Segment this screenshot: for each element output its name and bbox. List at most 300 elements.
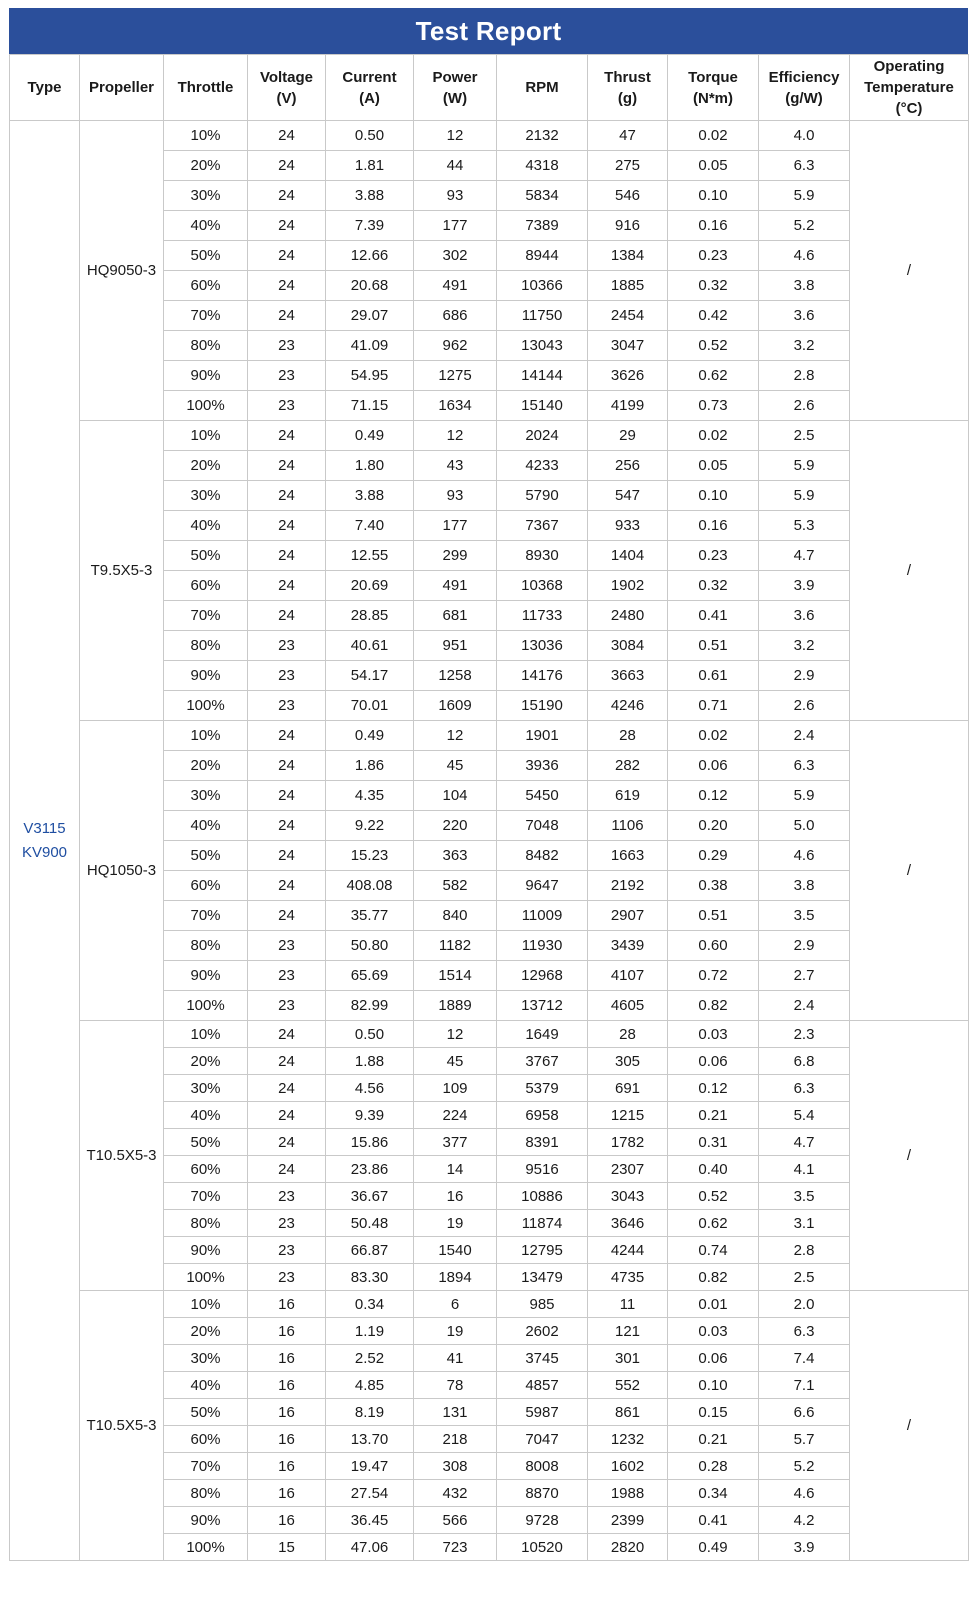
current-cell: 27.54 — [326, 1480, 414, 1507]
thrust-cell: 282 — [588, 751, 668, 781]
torque-cell: 0.05 — [668, 451, 759, 481]
throttle-cell: 50% — [164, 1399, 248, 1426]
column-header-line: Temperature — [864, 79, 954, 96]
thrust-cell: 552 — [588, 1372, 668, 1399]
report-title: Test Report — [9, 8, 968, 54]
thrust-cell: 933 — [588, 511, 668, 541]
throttle-cell: 50% — [164, 1129, 248, 1156]
power-cell: 1258 — [414, 661, 497, 691]
current-cell: 13.70 — [326, 1426, 414, 1453]
column-header-line: (g/W) — [785, 89, 823, 107]
efficiency-cell: 4.6 — [759, 1480, 850, 1507]
throttle-cell: 60% — [164, 271, 248, 301]
throttle-cell: 10% — [164, 421, 248, 451]
rpm-cell: 7048 — [497, 811, 588, 841]
efficiency-cell: 7.1 — [759, 1372, 850, 1399]
torque-cell: 0.15 — [668, 1399, 759, 1426]
power-cell: 302 — [414, 241, 497, 271]
thrust-cell: 4246 — [588, 691, 668, 721]
thrust-cell: 2820 — [588, 1534, 668, 1561]
power-cell: 12 — [414, 1021, 497, 1048]
thrust-cell: 916 — [588, 211, 668, 241]
rpm-cell: 14176 — [497, 661, 588, 691]
torque-cell: 0.12 — [668, 781, 759, 811]
rpm-cell: 8930 — [497, 541, 588, 571]
thrust-cell: 1215 — [588, 1102, 668, 1129]
efficiency-cell: 4.7 — [759, 1129, 850, 1156]
efficiency-cell: 5.0 — [759, 811, 850, 841]
propeller-cell: HQ1050-3 — [80, 721, 164, 1021]
power-cell: 43 — [414, 451, 497, 481]
rpm-cell: 9516 — [497, 1156, 588, 1183]
voltage-cell: 24 — [248, 721, 326, 751]
throttle-cell: 20% — [164, 451, 248, 481]
torque-cell: 0.01 — [668, 1291, 759, 1318]
thrust-cell: 4199 — [588, 391, 668, 421]
current-cell: 4.35 — [326, 781, 414, 811]
voltage-cell: 24 — [248, 301, 326, 331]
efficiency-cell: 2.5 — [759, 1264, 850, 1291]
voltage-cell: 16 — [248, 1345, 326, 1372]
efficiency-cell: 3.6 — [759, 301, 850, 331]
current-cell: 83.30 — [326, 1264, 414, 1291]
voltage-cell: 24 — [248, 481, 326, 511]
column-header-line: (W) — [442, 89, 468, 107]
voltage-cell: 23 — [248, 931, 326, 961]
rpm-cell: 7047 — [497, 1426, 588, 1453]
throttle-cell: 100% — [164, 691, 248, 721]
thrust-cell: 3646 — [588, 1210, 668, 1237]
column-header-voltage — [248, 55, 326, 121]
column-header-line: (g) — [617, 89, 638, 107]
motor-type-cell — [10, 121, 80, 1561]
power-cell: 308 — [414, 1453, 497, 1480]
torque-cell: 0.32 — [668, 271, 759, 301]
efficiency-cell: 7.4 — [759, 1345, 850, 1372]
current-cell: 65.69 — [326, 961, 414, 991]
torque-cell: 0.40 — [668, 1156, 759, 1183]
torque-cell: 0.21 — [668, 1426, 759, 1453]
voltage-cell: 24 — [248, 421, 326, 451]
torque-cell: 0.23 — [668, 541, 759, 571]
rpm-cell: 8944 — [497, 241, 588, 271]
throttle-cell: 80% — [164, 331, 248, 361]
efficiency-cell: 6.3 — [759, 751, 850, 781]
voltage-cell: 16 — [248, 1453, 326, 1480]
power-cell: 432 — [414, 1480, 497, 1507]
voltage-cell: 23 — [248, 391, 326, 421]
power-cell: 1540 — [414, 1237, 497, 1264]
voltage-cell: 24 — [248, 1075, 326, 1102]
torque-cell: 0.23 — [668, 241, 759, 271]
efficiency-cell: 2.7 — [759, 961, 850, 991]
table-row — [10, 721, 969, 751]
rpm-cell: 13479 — [497, 1264, 588, 1291]
power-cell: 177 — [414, 511, 497, 541]
torque-cell: 0.34 — [668, 1480, 759, 1507]
voltage-cell: 24 — [248, 1102, 326, 1129]
power-cell: 962 — [414, 331, 497, 361]
rpm-cell: 5987 — [497, 1399, 588, 1426]
rpm-cell: 15140 — [497, 391, 588, 421]
current-cell: 12.55 — [326, 541, 414, 571]
voltage-cell: 23 — [248, 331, 326, 361]
thrust-cell: 691 — [588, 1075, 668, 1102]
throttle-cell: 10% — [164, 1291, 248, 1318]
efficiency-cell: 2.0 — [759, 1291, 850, 1318]
power-cell: 6 — [414, 1291, 497, 1318]
thrust-cell: 4107 — [588, 961, 668, 991]
current-cell: 7.40 — [326, 511, 414, 541]
throttle-cell: 10% — [164, 721, 248, 751]
power-cell: 681 — [414, 601, 497, 631]
torque-cell: 0.03 — [668, 1318, 759, 1345]
thrust-cell: 1988 — [588, 1480, 668, 1507]
throttle-cell: 80% — [164, 931, 248, 961]
rpm-cell: 2132 — [497, 121, 588, 151]
table-row — [10, 1291, 969, 1318]
torque-cell: 0.62 — [668, 1210, 759, 1237]
throttle-cell: 60% — [164, 871, 248, 901]
table-row — [10, 1021, 969, 1048]
torque-cell: 0.21 — [668, 1102, 759, 1129]
efficiency-cell: 5.4 — [759, 1102, 850, 1129]
current-cell: 15.86 — [326, 1129, 414, 1156]
propeller-cell: T10.5X5-3 — [80, 1021, 164, 1291]
throttle-cell: 70% — [164, 601, 248, 631]
voltage-cell: 24 — [248, 151, 326, 181]
column-header-line: Voltage — [259, 68, 314, 86]
power-cell: 1889 — [414, 991, 497, 1021]
current-cell: 1.88 — [326, 1048, 414, 1075]
voltage-cell: 23 — [248, 691, 326, 721]
efficiency-cell: 3.5 — [759, 1183, 850, 1210]
efficiency-cell: 5.9 — [759, 181, 850, 211]
efficiency-cell: 3.8 — [759, 271, 850, 301]
thrust-cell: 3626 — [588, 361, 668, 391]
thrust-cell: 3043 — [588, 1183, 668, 1210]
current-cell: 2.52 — [326, 1345, 414, 1372]
torque-cell: 0.61 — [668, 661, 759, 691]
voltage-cell: 23 — [248, 361, 326, 391]
current-cell: 4.56 — [326, 1075, 414, 1102]
voltage-cell: 24 — [248, 811, 326, 841]
throttle-cell: 60% — [164, 1426, 248, 1453]
efficiency-cell: 2.4 — [759, 991, 850, 1021]
column-header-propeller — [80, 55, 164, 121]
current-cell: 1.81 — [326, 151, 414, 181]
voltage-cell: 23 — [248, 1237, 326, 1264]
voltage-cell: 16 — [248, 1480, 326, 1507]
rpm-cell: 6958 — [497, 1102, 588, 1129]
torque-cell: 0.06 — [668, 1048, 759, 1075]
current-cell: 50.48 — [326, 1210, 414, 1237]
rpm-cell: 4233 — [497, 451, 588, 481]
torque-cell: 0.03 — [668, 1021, 759, 1048]
torque-cell: 0.52 — [668, 331, 759, 361]
rpm-cell: 11750 — [497, 301, 588, 331]
power-cell: 951 — [414, 631, 497, 661]
thrust-cell: 28 — [588, 1021, 668, 1048]
torque-cell: 0.16 — [668, 211, 759, 241]
torque-cell: 0.10 — [668, 481, 759, 511]
voltage-cell: 15 — [248, 1534, 326, 1561]
power-cell: 177 — [414, 211, 497, 241]
efficiency-cell: 2.6 — [759, 691, 850, 721]
current-cell: 70.01 — [326, 691, 414, 721]
torque-cell: 0.31 — [668, 1129, 759, 1156]
throttle-cell: 30% — [164, 1345, 248, 1372]
power-cell: 104 — [414, 781, 497, 811]
current-cell: 3.88 — [326, 181, 414, 211]
thrust-cell: 121 — [588, 1318, 668, 1345]
current-cell: 9.22 — [326, 811, 414, 841]
torque-cell: 0.51 — [668, 901, 759, 931]
efficiency-cell: 5.9 — [759, 481, 850, 511]
current-cell: 19.47 — [326, 1453, 414, 1480]
header-row — [10, 55, 969, 121]
thrust-cell: 1106 — [588, 811, 668, 841]
rpm-cell: 3767 — [497, 1048, 588, 1075]
power-cell: 840 — [414, 901, 497, 931]
throttle-cell: 50% — [164, 541, 248, 571]
voltage-cell: 24 — [248, 511, 326, 541]
rpm-cell: 10366 — [497, 271, 588, 301]
thrust-cell: 275 — [588, 151, 668, 181]
power-cell: 1894 — [414, 1264, 497, 1291]
column-header-throttle — [164, 55, 248, 121]
rpm-cell: 12968 — [497, 961, 588, 991]
rpm-cell: 8391 — [497, 1129, 588, 1156]
efficiency-cell: 5.3 — [759, 511, 850, 541]
voltage-cell: 16 — [248, 1372, 326, 1399]
rpm-cell: 13712 — [497, 991, 588, 1021]
column-header-thrust — [588, 55, 668, 121]
efficiency-cell: 3.1 — [759, 1210, 850, 1237]
rpm-cell: 7367 — [497, 511, 588, 541]
power-cell: 93 — [414, 181, 497, 211]
thrust-cell: 547 — [588, 481, 668, 511]
thrust-cell: 4735 — [588, 1264, 668, 1291]
throttle-cell: 10% — [164, 121, 248, 151]
efficiency-cell: 3.8 — [759, 871, 850, 901]
rpm-cell: 11874 — [497, 1210, 588, 1237]
power-cell: 1514 — [414, 961, 497, 991]
throttle-cell: 30% — [164, 481, 248, 511]
throttle-cell: 80% — [164, 1210, 248, 1237]
rpm-cell: 11733 — [497, 601, 588, 631]
voltage-cell: 24 — [248, 541, 326, 571]
throttle-cell: 40% — [164, 1372, 248, 1399]
propeller-cell: HQ9050-3 — [80, 121, 164, 421]
voltage-cell: 24 — [248, 841, 326, 871]
table-row — [10, 421, 969, 451]
thrust-cell: 28 — [588, 721, 668, 751]
thrust-cell: 1602 — [588, 1453, 668, 1480]
throttle-cell: 70% — [164, 901, 248, 931]
operating-temperature-cell: / — [850, 721, 969, 1021]
rpm-cell: 8870 — [497, 1480, 588, 1507]
voltage-cell: 24 — [248, 121, 326, 151]
power-cell: 12 — [414, 421, 497, 451]
rpm-cell: 1901 — [497, 721, 588, 751]
voltage-cell: 16 — [248, 1426, 326, 1453]
thrust-cell: 301 — [588, 1345, 668, 1372]
rpm-cell: 8008 — [497, 1453, 588, 1480]
column-header-torque — [668, 55, 759, 121]
power-cell: 44 — [414, 151, 497, 181]
rpm-cell: 10368 — [497, 571, 588, 601]
power-cell: 131 — [414, 1399, 497, 1426]
rpm-cell: 4318 — [497, 151, 588, 181]
rpm-cell: 10520 — [497, 1534, 588, 1561]
torque-cell: 0.41 — [668, 1507, 759, 1534]
column-header-operating-temperature — [850, 55, 969, 121]
throttle-cell: 60% — [164, 571, 248, 601]
power-cell: 109 — [414, 1075, 497, 1102]
rpm-cell: 1649 — [497, 1021, 588, 1048]
power-cell: 12 — [414, 721, 497, 751]
thrust-cell: 256 — [588, 451, 668, 481]
rpm-cell: 9728 — [497, 1507, 588, 1534]
operating-temperature-cell: / — [850, 121, 969, 421]
efficiency-cell: 3.2 — [759, 331, 850, 361]
power-cell: 45 — [414, 1048, 497, 1075]
throttle-cell: 90% — [164, 661, 248, 691]
power-cell: 220 — [414, 811, 497, 841]
thrust-cell: 619 — [588, 781, 668, 811]
torque-cell: 0.02 — [668, 421, 759, 451]
rpm-cell: 13043 — [497, 331, 588, 361]
column-header-line: Torque — [688, 68, 738, 86]
throttle-cell: 10% — [164, 1021, 248, 1048]
current-cell: 71.15 — [326, 391, 414, 421]
current-cell: 50.80 — [326, 931, 414, 961]
throttle-cell: 60% — [164, 1156, 248, 1183]
throttle-cell: 50% — [164, 241, 248, 271]
throttle-cell: 100% — [164, 1264, 248, 1291]
column-header-line: Throttle — [177, 79, 234, 96]
voltage-cell: 23 — [248, 961, 326, 991]
thrust-cell: 3439 — [588, 931, 668, 961]
voltage-cell: 24 — [248, 1021, 326, 1048]
current-cell: 0.34 — [326, 1291, 414, 1318]
voltage-cell: 24 — [248, 1129, 326, 1156]
efficiency-cell: 3.2 — [759, 631, 850, 661]
torque-cell: 0.71 — [668, 691, 759, 721]
column-header-line: Propeller — [88, 79, 155, 96]
throttle-cell: 20% — [164, 151, 248, 181]
thrust-cell: 2399 — [588, 1507, 668, 1534]
column-header-line: Efficiency — [768, 68, 840, 86]
operating-temperature-cell: / — [850, 421, 969, 721]
thrust-cell: 11 — [588, 1291, 668, 1318]
current-cell: 20.69 — [326, 571, 414, 601]
current-cell: 29.07 — [326, 301, 414, 331]
thrust-cell: 3084 — [588, 631, 668, 661]
torque-cell: 0.41 — [668, 601, 759, 631]
voltage-cell: 24 — [248, 781, 326, 811]
efficiency-cell: 3.9 — [759, 1534, 850, 1561]
throttle-cell: 90% — [164, 1237, 248, 1264]
current-cell: 15.23 — [326, 841, 414, 871]
table-body — [10, 121, 969, 1561]
throttle-cell: 20% — [164, 1048, 248, 1075]
voltage-cell: 24 — [248, 901, 326, 931]
throttle-cell: 100% — [164, 1534, 248, 1561]
voltage-cell: 23 — [248, 1183, 326, 1210]
voltage-cell: 24 — [248, 601, 326, 631]
torque-cell: 0.10 — [668, 181, 759, 211]
thrust-cell: 2192 — [588, 871, 668, 901]
throttle-cell: 30% — [164, 1075, 248, 1102]
torque-cell: 0.06 — [668, 1345, 759, 1372]
rpm-cell: 9647 — [497, 871, 588, 901]
voltage-cell: 24 — [248, 211, 326, 241]
thrust-cell: 1663 — [588, 841, 668, 871]
current-cell: 20.68 — [326, 271, 414, 301]
rpm-cell: 5379 — [497, 1075, 588, 1102]
voltage-cell: 24 — [248, 181, 326, 211]
power-cell: 45 — [414, 751, 497, 781]
voltage-cell: 23 — [248, 1210, 326, 1237]
voltage-cell: 16 — [248, 1507, 326, 1534]
current-cell: 66.87 — [326, 1237, 414, 1264]
thrust-cell: 2480 — [588, 601, 668, 631]
efficiency-cell: 6.8 — [759, 1048, 850, 1075]
current-cell: 0.50 — [326, 1021, 414, 1048]
current-cell: 3.88 — [326, 481, 414, 511]
torque-cell: 0.72 — [668, 961, 759, 991]
rpm-cell: 985 — [497, 1291, 588, 1318]
rpm-cell: 8482 — [497, 841, 588, 871]
power-cell: 14 — [414, 1156, 497, 1183]
power-cell: 218 — [414, 1426, 497, 1453]
voltage-cell: 24 — [248, 751, 326, 781]
power-cell: 19 — [414, 1318, 497, 1345]
power-cell: 1609 — [414, 691, 497, 721]
current-cell: 41.09 — [326, 331, 414, 361]
current-cell: 0.50 — [326, 121, 414, 151]
column-header-line: (V) — [276, 89, 297, 107]
column-header-power — [414, 55, 497, 121]
rpm-cell: 5834 — [497, 181, 588, 211]
current-cell: 82.99 — [326, 991, 414, 1021]
efficiency-cell: 2.8 — [759, 1237, 850, 1264]
current-cell: 7.39 — [326, 211, 414, 241]
rpm-cell: 11009 — [497, 901, 588, 931]
power-cell: 582 — [414, 871, 497, 901]
thrust-cell: 3663 — [588, 661, 668, 691]
torque-cell: 0.51 — [668, 631, 759, 661]
rpm-cell: 4857 — [497, 1372, 588, 1399]
torque-cell: 0.62 — [668, 361, 759, 391]
torque-cell: 0.29 — [668, 841, 759, 871]
power-cell: 363 — [414, 841, 497, 871]
efficiency-cell: 4.7 — [759, 541, 850, 571]
throttle-cell: 50% — [164, 841, 248, 871]
torque-cell: 0.60 — [668, 931, 759, 961]
torque-cell: 0.32 — [668, 571, 759, 601]
throttle-cell: 100% — [164, 391, 248, 421]
motor-type-label: KV900 — [21, 843, 68, 861]
throttle-cell: 20% — [164, 751, 248, 781]
torque-cell: 0.16 — [668, 511, 759, 541]
throttle-cell: 70% — [164, 1183, 248, 1210]
efficiency-cell: 6.3 — [759, 1318, 850, 1345]
rpm-cell: 3745 — [497, 1345, 588, 1372]
efficiency-cell: 2.4 — [759, 721, 850, 751]
